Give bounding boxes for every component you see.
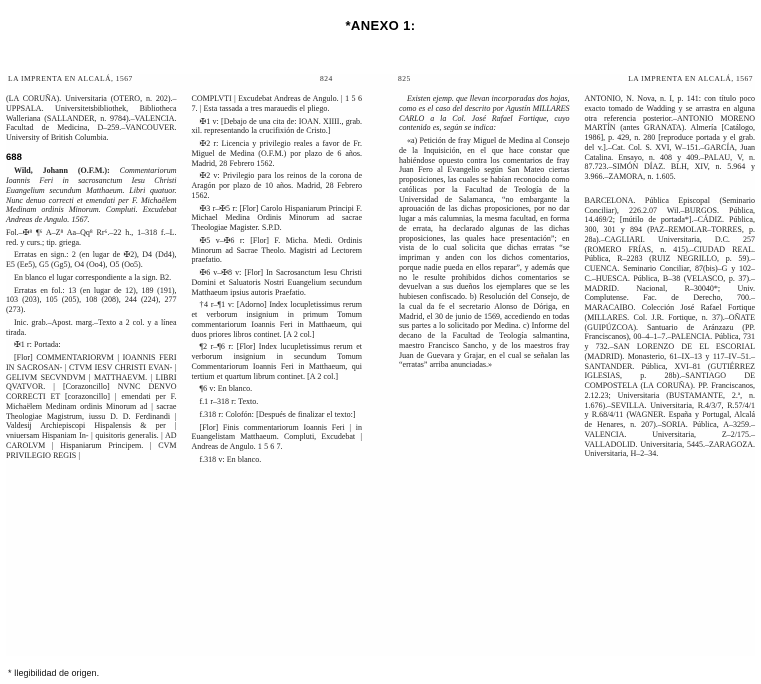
paragraph: ANTONIO, N. Nova, n. I, p. 141: con título poco exacto tomado de Wadding y se arrastra en alguna otra referencia posterior.–ANTONIO MORENO MARTÍN (antes GRANATA). Almería [Catálogo, 1986], p. 429, n. 280 [reproduce portada y el grab. del v.].–Cat. Col. S. XVI, W–151.–GARCÍA, Juan Catalina. Ensayo, n. 408 y 409.–PALAU, V, n. 87.723.–SIMÓN DÍAZ. BLH, XIV, n. 5.964 y 3.966.–ZAMORA, n. 1.605. bbox=[584, 94, 755, 181]
paragraph: f.318 v: En blanco. bbox=[199, 454, 262, 464]
paragraph: ✠1 r: Portada: bbox=[14, 340, 61, 350]
origin-footnote: * Ilegibilidad de origen. bbox=[8, 668, 100, 678]
paragraph: «a) Petición de fray Miguel de Medina al Consejo de la Inquisición, en el que hace constar que habiéndose opuesto contra los comentarios de fray Juan Fero al Evangelio según San Mateo ciertas proposiciones, las cuales se habían reconocido como católicas por la Facultad de Teología de la Universidad de Salamanca, “no embargante la aprouación de las dichas proposiciones, por no dar lugar a más calumnias, la mesma facultad, en forma de errata, ha declarado algunas de las dichas proposiciones, las quales hace presentación”; en vista de lo cual solicita que dichas erratas “se impriman y anden con los dichos comentarios, porque nadie pueda en ellos reparar”, y además que no le resulte prohibidos dichos comentarios se devuelvan a sus dueños los ejemplares que se les hubiesen confiscado. b) Resolución del Consejo, de la cual da fe el secretario Alonso de Dóriga, en Madrid, el 30 de junio de 1569, accediendo en todas sus partes a lo solicitado por Medina. c) Informe del decano de la Facultad de Teología salmantina, maestro Francisco Sancho, y de los maestros fray Juan de Guevara y Grajar, en el cual se señalan las “erratas” arriba anunciadas.» bbox=[399, 136, 570, 370]
paragraph: ✠1 v: [Debajo de una cita de: IOAN. XIIII., grab. xil. representando la crucifixión de Cristo.] bbox=[191, 116, 362, 136]
paragraph: ✠3 r–✠5 r: [Flor] Carolo Hispaniarum Principi F. Michael Medina Ordinis Minorum ad sacrae Theologiae Magister. S.P.D. bbox=[191, 203, 362, 232]
paragraph: ¶2 r–¶6 r: [Flor] Index lucupletissimus rerum et verborum insignium in secundum Tomum Commentariorum Ioannis Feri in Matthaeum, qui tertium et quartum librum continet. [A 2 col.] bbox=[191, 342, 362, 381]
paragraph: ¶6 v: En blanco. bbox=[199, 384, 253, 394]
paragraph: Erratas en sign.: 2 (en lugar de ✠2), D4 (Dd4), E5 (Ee5), G5 (Gg5), O4 (Oo4), O5 (Oo5). bbox=[6, 250, 177, 270]
paragraph: ✠6 v–✠8 v: [Flor] In Sacrosanctum Iesu Christi Domini et Saluatoris Nostri Euangelium secundum Matthaeum ipsius autoris Praefatio. bbox=[191, 268, 362, 297]
paragraph: Wild, Johann (O.F.M.): Commentariorum Ioannis Feri in sacrosanctum Iesu Christi Euangelium secundum Matthaeum. Libri quatuor. Nunc denuo correcti et emendati per F. Michaëlem Medinam ordinis Minorum. Compluti. Excudebat Andreas de Angulo. 1567. bbox=[6, 166, 177, 225]
page-number-left: 824 bbox=[320, 74, 333, 83]
paragraph: Erratas en fol.: 13 (en lugar de 12), 189 (191), 103 (203), 105 (205), 108 (208), 244 (224), 277 (273). bbox=[6, 285, 177, 315]
scanned-page bbox=[6, 74, 755, 656]
column-2 bbox=[192, 94, 363, 656]
column-4 bbox=[585, 94, 756, 656]
running-head bbox=[6, 74, 755, 90]
column-1 bbox=[6, 94, 177, 656]
entry-author: Wild, Johann (O.F.M.): bbox=[14, 166, 120, 176]
paragraph: (LA CORUÑA). Universitaria (OTERO, n. 202).–UPPSALA. Universitetsbibliothek, Bibliotheca Walleriana (SALLANDER, n. 9784).–VALENCIA. Facultad de Medicina, D–259.–VANCOUVER. University of British Columbia. bbox=[6, 94, 177, 142]
pages bbox=[6, 94, 755, 656]
paragraph: Existen ejemp. que llevan incorporadas dos hojas, como es el caso del descrito por Agustín MILLARES CARLO a la Col. José Rafael Fortique, cuyo contenido es, según se indica: bbox=[399, 94, 570, 133]
paragraph: ✠2 v: Privilegio para los reinos de la corona de Aragón por plazo de 10 años. Madrid, 28 Febrero 1562. bbox=[191, 171, 362, 200]
paragraph: Inic. grab.–Apost. marg.–Texto a 2 col. y a línea tirada. bbox=[6, 317, 177, 337]
paragraph: BARCELONA. Pública Episcopal (Seminario Conciliar), 226.2.07 Wil.–BURGOS. Pública, 14.469/2; [mútilo de portada*].–CÁDIZ. Pública, 300, 301 y 894 (PAZ–REMOLAR–TORRES, p. 28a).–CAGLIARI. Universitaria, D.C. 257 (ROMERO FRÍAS, n. 415).–CIUDAD REAL. Pública, R–2283 (RUIZ NEGRILLO, p. 59).–CUENCA. Seminario Conciliar, 87(bis)–G y 102–C.–HUESCA. Pública, B–38 (VELASCO, p. 37).–MADRID. Nacional, R–30040*; Univ. Complutense. Fac. de Derecho, 700.–MARACAIBO. Colección José Rafael Fortique (MILLARES. Col. J.R. Fortique, n. 37).–OÑATE (GUIPÚZCOA). Santuario de Aránzazu (PP. Franciscanos), 00–4–1–7.–PALENCIA. Pública, 731 y 732.–SAN LORENZO DE EL ESCORIAL (MADRID). Monasterio, 61–IX–13 y 117–IV–51.–SANTANDER. Pública, XVI–81 (GUTIÉRREZ IGLESIAS, p. 28b).–SANTIAGO DE COMPOSTELA (LA CORUÑA). PP. Franciscanos, 2.12.23; Universitaria (BUSTAMANTE, 2.ª, n. 1.676).–SEVILLA. Universitaria, R.4/3/7, R.57/4/1 y R.68/4/11 (WAGNER. España y Portugal, Alcalá de Henares, n. 207).–SORIA. Pública, A–3259.–VALENCIA. Universitaria, Z–2/175.–VALLADOLID. Universitaria, 5445.–ZARAGOZA. Universitaria, H–2–34. bbox=[584, 195, 755, 459]
paragraph: COMPLVTI | Excudebat Andreas de Angulo. | 1 5 6 7. | Esta tassada a tres marauedis el pliego. bbox=[191, 94, 362, 113]
paragraph: 688 bbox=[6, 151, 22, 163]
running-title-right: LA IMPRENTA EN ALCALÁ, 1567 bbox=[628, 74, 753, 83]
page-824 bbox=[6, 94, 362, 656]
paragraph: [Flor] COMMENTARIORVM | IOANNIS FERI IN SACROSAN- | CTVM IESV CHRISTI EVAN- | GELIVM SECVNDVM | MATTHAEVM. | LIBRI QVATVOR. | [Corazoncillo] NVNC DENVO CORRECTI ET [corazoncillo] | emendati per F. Michaëlem Medinam ordinis Minorum ad | sacrae Theologiae Magistrum, iussu D. D. Ferdinandi | Valdesij Archiepiscopi Hispalensis & per | vniuersam Hispaniam In- | quisitoris generalis. | AD CAROLVM | Hispaniarum Principem. | CVM PRIVILEGIO REGIS | bbox=[6, 353, 177, 460]
paragraph: ✠2 r: Licencia y privilegio reales a favor de Fr. Miguel de Medina (O.F.M.) por plazo de 6 años. Madrid, 28 Febrero 1562. bbox=[191, 139, 362, 168]
paragraph: f.318 r: Colofón: [Después de finalizar el texto:] bbox=[199, 409, 356, 419]
paragraph: [Flor] Finis commentariorum Ioannis Feri | in Euangelistam Matthaeum. Compluti, Excudebat | Andreas de Angulo. 1 5 6 7. bbox=[191, 422, 362, 451]
paragraph: En blanco el lugar correspondiente a la sign. B2. bbox=[14, 272, 172, 282]
paragraph: ✠5 v–✠6 r: [Flor] F. Micha. Medi. Ordinis Minorum ad Sacrae Theolo. Magistri ad Lectorem praefatio. bbox=[191, 235, 362, 265]
annex-title: *ANEXO 1: bbox=[345, 18, 416, 33]
column-3 bbox=[399, 94, 570, 656]
paragraph: f.1 r–318 r: Texto. bbox=[199, 397, 259, 406]
running-title-left: LA IMPRENTA EN ALCALÁ, 1567 bbox=[8, 74, 133, 83]
page-number-right: 825 bbox=[398, 74, 411, 83]
paragraph: †4 r–¶1 v: [Adorno] Index locupletissimus rerum et verborum insignium in primum Tomum commentariorum Ioannis Feri in Matthaeum, qui duos priores libros continet. [A 2 col.] bbox=[191, 300, 362, 339]
page-825 bbox=[399, 94, 755, 656]
paragraph: Fol.–✠⁸ ¶⁶ A–Z⁸ Aa–Qq⁸ Rr⁶.–22 h., 1–318 f.–L. red. y curs.; tip. griega. bbox=[6, 227, 177, 247]
